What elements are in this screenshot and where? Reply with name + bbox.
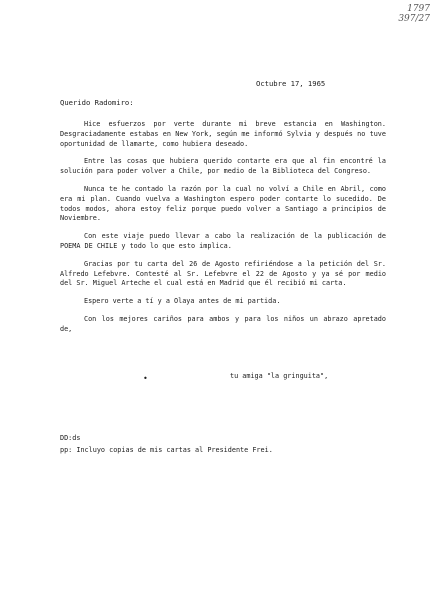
paragraph-5: Gracias por tu carta del 26 de Agosto refiriéndose a la petición del Sr. Alfredo Lefebvre. Contesté al Sr. Lefebvre el 22 de Agosto y ya sé por medio del Sr. Miguel Arteche el cual está en Madrid que él recibió mi carta. — [60, 259, 386, 288]
paragraph-1: Hice esfuerzos por verte durante mi breve estancia en Washington. Desgraciadamente estabas en New York, según me informó Sylvia y después no tuve oportunidad de llamarte, como hubiera deseado. — [60, 120, 386, 148]
bullet-mark: • — [143, 374, 148, 383]
closing-signature: tu amiga "la gringuita", — [230, 372, 329, 380]
paragraph-3: Nunca te he contado la razón por la cual no volví a Chile en Abril, como era mi plan. Cuando vuelva a Washington espero poder contarte lo sucedido. De todos modos, ahora estoy feliz porque puedo volver a Santiago a principios de Noviembre. — [60, 184, 386, 223]
postscript: pp: Incluyo copias de mis cartas al Presidente Frei. — [60, 446, 273, 454]
handwritten-annotation — [398, 4, 430, 24]
annotation-line-1: 1797 — [407, 4, 430, 14]
paragraph-4: Con este viaje puedo llevar a cabo la realización de la publicación de POEMA DE CHILE y todo lo que esto implica. — [60, 232, 386, 250]
typist-initials: DD:ds — [60, 434, 81, 442]
paragraph-2: Entre las cosas que hubiera querido contarte era que al fin encontré la solución para poder volver a Chile, por medio de la Biblioteca del Congreso. — [60, 157, 386, 176]
salutation: Querido Radomiro: — [60, 98, 134, 107]
letter-date: Octubre 17, 1965 — [256, 79, 326, 88]
annotation-line-2: 397/27 — [398, 14, 430, 24]
paragraph-7: Con los mejores cariños para ambos y para los niños un abrazo apretado de, — [60, 314, 386, 333]
paragraph-6: Espero verte a tí y a Olaya antes de mi partida. — [84, 297, 281, 306]
letter-body — [60, 120, 386, 343]
